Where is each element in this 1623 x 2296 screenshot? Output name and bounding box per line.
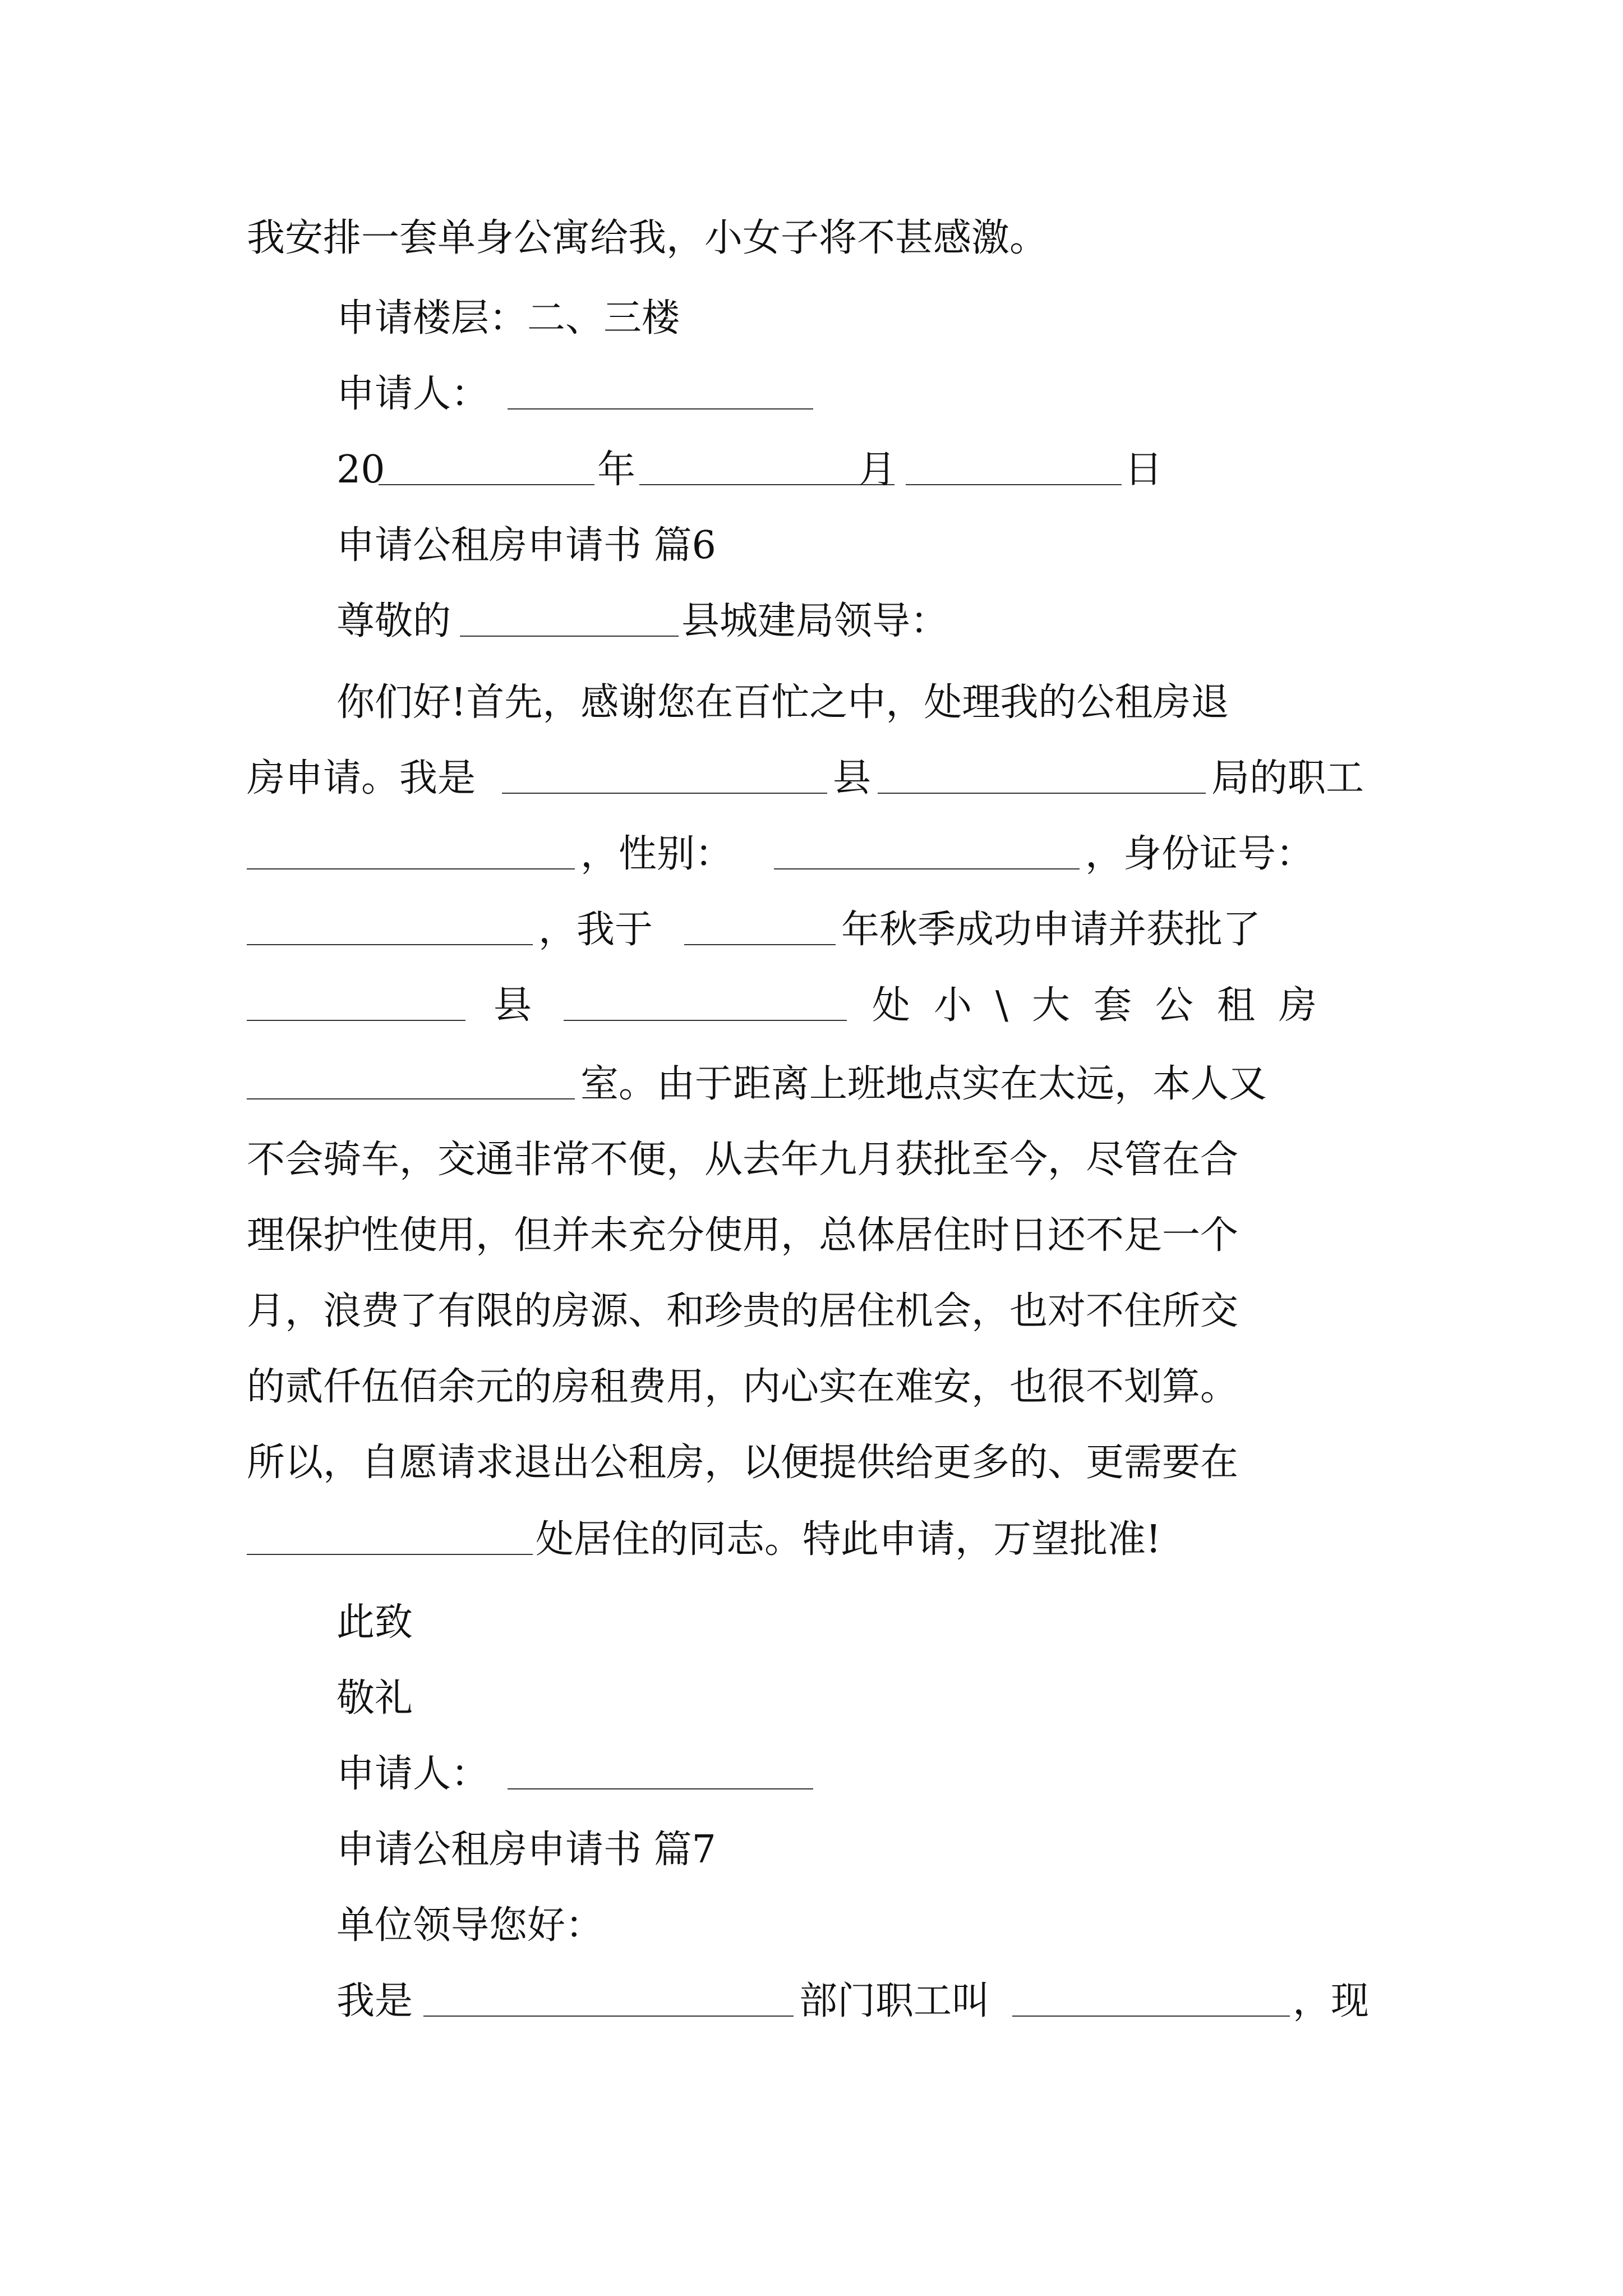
fill-blank	[906, 484, 1122, 485]
paragraph-text: 处小\大套公租房	[872, 983, 1340, 1028]
paragraph-text: 所以，自愿请求退出公租房，以便提供给更多的、更需要在	[247, 1441, 1239, 1485]
closing-line	[0, 1598, 1623, 1648]
applicant-label: 申请人：	[336, 1752, 490, 1796]
fill-blank	[564, 1020, 847, 1021]
fill-blank	[247, 944, 533, 945]
paragraph-text: ，性别：	[580, 832, 734, 876]
date-line	[0, 445, 1623, 495]
salutation-prefix: 尊敬的	[336, 599, 451, 643]
text-line	[0, 753, 1623, 804]
paragraph-text: 不会骑车，交通非常不便，从去年九月获批至今，尽管在合	[247, 1138, 1239, 1182]
section-title	[0, 1825, 1623, 1875]
text-line	[0, 1135, 1623, 1185]
closing-text: 此致	[336, 1600, 413, 1645]
fill-blank	[379, 484, 594, 485]
text-line	[0, 1286, 1623, 1337]
text-line	[0, 1749, 1623, 1800]
fill-blank	[247, 1098, 575, 1099]
text-line	[0, 1059, 1623, 1110]
text-line	[0, 1901, 1623, 1951]
salutation-suffix: 县城建局领导：	[681, 599, 949, 643]
paragraph-text: 房申请。我是	[247, 756, 476, 800]
text-line	[0, 369, 1623, 420]
date-year-label: 年	[597, 448, 636, 492]
text-line	[0, 1515, 1623, 1565]
fill-blank	[878, 793, 1206, 794]
fill-blank	[247, 1020, 465, 1021]
paragraph-text: 县	[494, 983, 532, 1028]
text-line	[0, 1211, 1623, 1261]
paragraph-text: 的贰仟伍佰余元的房租费用，内心实在难安，也很不划算。	[247, 1365, 1239, 1409]
text-line	[0, 213, 1623, 264]
closing-line	[0, 1673, 1623, 1724]
section7-title: 申请公租房申请书 篇7	[336, 1828, 716, 1872]
paragraph-text: ，我于	[538, 908, 653, 952]
paragraph-text: 理保护性使用，但并未充分使用，总体居住时日还不足一个	[247, 1213, 1239, 1258]
paragraph-text: ，身份证号：	[1085, 832, 1315, 876]
closing-text: 敬礼	[336, 1676, 413, 1720]
text-line	[0, 1362, 1623, 1412]
paragraph-text: 处居住的同志。特此申请，万望批准!	[536, 1517, 1161, 1562]
paragraph-text: 局的职工	[1211, 756, 1364, 800]
paragraph-text: 我是	[336, 1979, 413, 2023]
paragraph-text: 室。由于距离上班地点实在太远，本人又	[580, 1062, 1267, 1106]
section-title	[0, 521, 1623, 571]
paragraph-text: 月，浪费了有限的房源、和珍贵的居住机会，也对不住所交	[247, 1289, 1239, 1333]
fill-blank	[508, 408, 813, 409]
fill-blank	[460, 636, 679, 637]
date-day-label: 日	[1124, 448, 1163, 492]
paragraph-text: 年秋季成功申请并获批了	[841, 908, 1261, 952]
text-line	[0, 678, 1623, 728]
fill-blank	[247, 1554, 533, 1555]
text-line	[0, 981, 1623, 1031]
floor-text: 申请楼层：二、三楼	[336, 296, 680, 341]
text-line	[0, 1438, 1623, 1488]
paragraph-text: 部门职工叫	[799, 1979, 990, 2023]
paragraph-text: 我安排一套单身公寓给我，小女子将不甚感激。	[247, 216, 1048, 260]
fill-blank	[639, 484, 895, 485]
fill-blank	[684, 944, 836, 945]
paragraph-text: 你们好!首先，感谢您在百忙之中，处理我的公租房退	[336, 680, 1229, 725]
applicant-label: 申请人：	[336, 372, 490, 416]
fill-blank	[774, 868, 1080, 869]
text-line	[0, 293, 1623, 344]
text-line	[0, 905, 1623, 955]
fill-blank	[1012, 2016, 1290, 2017]
s7-salutation: 单位领导您好：	[336, 1903, 604, 1948]
fill-blank	[247, 868, 575, 869]
fill-blank	[502, 793, 827, 794]
date-prefix: 20	[336, 448, 385, 492]
fill-blank	[508, 1788, 813, 1789]
section6-title: 申请公租房申请书 篇6	[336, 523, 716, 568]
salutation-line	[0, 596, 1623, 647]
fill-blank	[423, 2016, 794, 2017]
text-line	[0, 829, 1623, 880]
paragraph-text: ，现	[1293, 1979, 1370, 2023]
date-month-label: 月	[858, 448, 897, 492]
paragraph-text: 县	[833, 756, 872, 800]
text-line	[0, 1976, 1623, 2027]
